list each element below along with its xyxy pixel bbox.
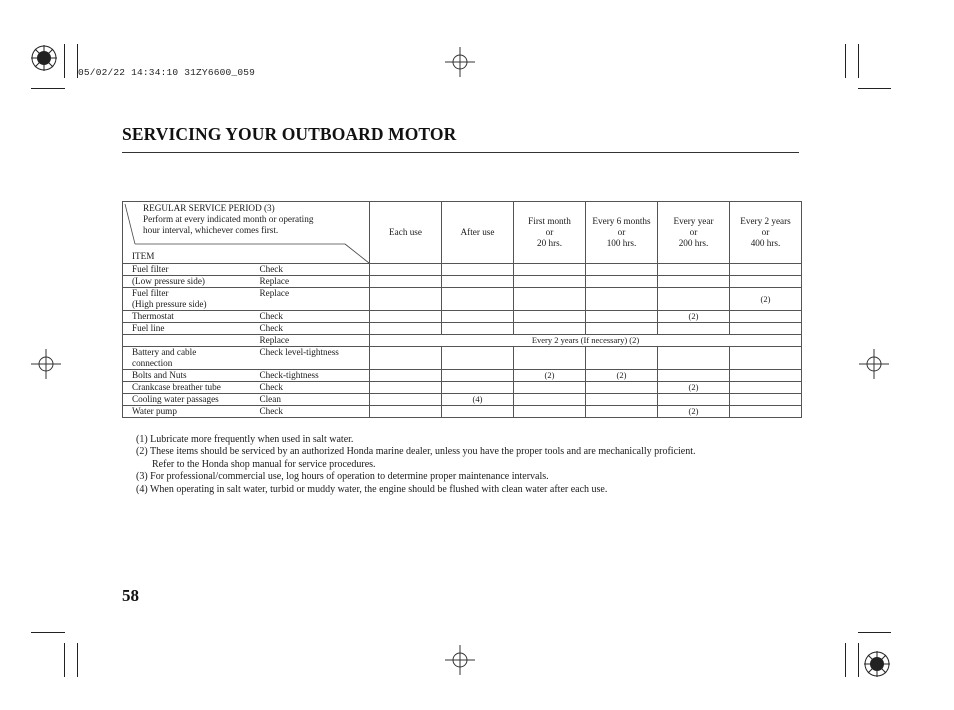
table-row <box>123 370 802 382</box>
period-header-line: or <box>545 227 554 237</box>
schedule-mark-cell <box>730 370 802 382</box>
schedule-mark-cell <box>370 276 442 288</box>
crosshair-icon <box>445 47 475 77</box>
period-column-header <box>730 202 802 264</box>
schedule-mark-cell <box>514 382 586 394</box>
maintenance-schedule-table <box>122 201 802 418</box>
schedule-mark-cell <box>370 370 442 382</box>
schedule-mark-cell <box>370 311 442 323</box>
table-header-row <box>123 202 802 264</box>
item-name-cell: Thermostat <box>123 311 257 323</box>
schedule-mark-cell <box>370 382 442 394</box>
item-name-cell: Crankcase breather tube <box>123 382 257 394</box>
period-header-line: or <box>761 227 770 237</box>
period-header-line: 20 hrs. <box>536 238 562 248</box>
schedule-mark-cell <box>370 323 442 335</box>
interval-span-cell: Every 2 years (If necessary) (2) <box>370 335 802 347</box>
table-row <box>123 335 802 347</box>
table-row <box>123 276 802 288</box>
period-column-header <box>586 202 658 264</box>
period-header-line <box>372 238 439 249</box>
period-header-line: First month <box>528 216 571 226</box>
schedule-mark-cell <box>586 394 658 406</box>
action-cell: Check <box>257 311 370 323</box>
table-row <box>123 406 802 418</box>
schedule-mark-cell <box>658 370 730 382</box>
crosshair-icon <box>859 349 889 379</box>
period-header-line: 100 hrs. <box>606 238 637 248</box>
period-header-line: or <box>689 227 698 237</box>
schedule-mark-cell <box>658 288 730 311</box>
schedule-mark-cell <box>586 276 658 288</box>
item-name-cell: Cooling water passages <box>123 394 257 406</box>
period-header-line: or <box>617 227 626 237</box>
schedule-mark-cell <box>370 406 442 418</box>
schedule-mark-cell <box>442 406 514 418</box>
schedule-mark-cell <box>586 311 658 323</box>
item-name-cell: (Low pressure side) <box>123 276 257 288</box>
period-column-header <box>658 202 730 264</box>
action-cell: Check-tightness <box>257 370 370 382</box>
action-cell: Replace <box>257 276 370 288</box>
registration-target-icon <box>30 44 58 72</box>
footnote-line: (4) When operating in salt water, turbid or muddy water, the engine should be flushed with clean water after each use. <box>136 483 608 495</box>
schedule-mark-cell <box>514 323 586 335</box>
page-number: 58 <box>122 586 139 605</box>
table-row <box>123 264 802 276</box>
schedule-mark-cell <box>442 311 514 323</box>
period-header-line <box>444 238 511 249</box>
schedule-mark-cell <box>730 276 802 288</box>
item-name-cell: Battery and cable connection <box>123 347 257 370</box>
period-header-line: Every 2 years <box>740 216 791 226</box>
table-row <box>123 394 802 406</box>
schedule-mark-cell <box>514 288 586 311</box>
item-name-cell <box>123 335 257 347</box>
action-cell: Check <box>257 382 370 394</box>
schedule-mark-cell <box>442 264 514 276</box>
schedule-mark-cell: (2) <box>730 288 802 311</box>
schedule-mark-cell <box>730 311 802 323</box>
schedule-mark-cell <box>514 276 586 288</box>
regular-service-period-label: REGULAR SERVICE PERIOD (3) <box>143 203 275 213</box>
footnote-line: Refer to the Honda shop manual for service procedures. <box>152 458 376 470</box>
period-header-line: After use <box>460 227 495 237</box>
schedule-mark-cell: (2) <box>658 406 730 418</box>
schedule-mark-cell <box>370 347 442 370</box>
table-row <box>123 323 802 335</box>
item-name-cell: Fuel filter (High pressure side) <box>123 288 257 311</box>
schedule-mark-cell: (2) <box>658 311 730 323</box>
schedule-mark-cell <box>586 406 658 418</box>
action-cell: Replace <box>257 335 370 347</box>
action-cell: Check <box>257 323 370 335</box>
item-label: ITEM <box>132 251 155 261</box>
item-name-cell: Water pump <box>123 406 257 418</box>
schedule-mark-cell <box>658 264 730 276</box>
action-cell: Check <box>257 406 370 418</box>
schedule-mark-cell <box>730 406 802 418</box>
footnote-line: (1) Lubricate more frequently when used in salt water. <box>136 434 354 445</box>
footnotes <box>136 434 696 496</box>
action-cell: Check level-tightness <box>257 347 370 370</box>
schedule-mark-cell <box>658 323 730 335</box>
period-header-line: 400 hrs. <box>750 238 781 248</box>
schedule-mark-cell <box>514 311 586 323</box>
period-header-line: Every 6 months <box>592 216 651 226</box>
period-instruction-line1: Perform at every indicated month or operating <box>143 214 314 224</box>
schedule-mark-cell: (2) <box>586 370 658 382</box>
footnote-line: (2) These items should be serviced by an authorized Honda marine dealer, unless you have the proper tools and are mechanically proficient. <box>136 446 696 458</box>
period-header-line: Each use <box>389 227 422 237</box>
print-stamp: 05/02/22 14:34:10 31ZY6600_059 <box>78 67 256 78</box>
schedule-mark-cell: (2) <box>658 382 730 394</box>
schedule-mark-cell <box>442 323 514 335</box>
schedule-mark-cell <box>442 276 514 288</box>
schedule-mark-cell <box>442 382 514 394</box>
schedule-mark-cell <box>730 382 802 394</box>
schedule-mark-cell <box>370 264 442 276</box>
schedule-mark-cell <box>730 394 802 406</box>
schedule-mark-cell <box>658 347 730 370</box>
period-header-line <box>372 216 439 227</box>
item-name-cell: Fuel filter <box>123 264 257 276</box>
table-row <box>123 382 802 394</box>
period-header-line: Every year <box>673 216 714 226</box>
schedule-mark-cell <box>730 264 802 276</box>
table-row <box>123 347 802 370</box>
table-row <box>123 288 802 311</box>
schedule-mark-cell <box>370 394 442 406</box>
schedule-mark-cell <box>514 264 586 276</box>
crosshair-icon <box>31 349 61 379</box>
schedule-mark-cell <box>658 276 730 288</box>
schedule-mark-cell <box>586 288 658 311</box>
period-header-line <box>444 216 511 227</box>
schedule-mark-cell <box>442 347 514 370</box>
schedule-mark-cell <box>730 323 802 335</box>
schedule-mark-cell <box>442 370 514 382</box>
page-title: SERVICING YOUR OUTBOARD MOTOR <box>122 124 457 144</box>
schedule-mark-cell <box>514 347 586 370</box>
schedule-mark-cell <box>586 323 658 335</box>
crosshair-icon <box>445 645 475 675</box>
schedule-mark-cell <box>586 264 658 276</box>
schedule-mark-cell <box>658 394 730 406</box>
schedule-mark-cell <box>586 382 658 394</box>
footnote-line: (3) For professional/commercial use, log hours of operation to determine proper maintenance intervals. <box>136 471 549 483</box>
period-instruction-line2: hour interval, whichever comes first. <box>143 225 279 235</box>
schedule-mark-cell: (2) <box>514 370 586 382</box>
schedule-mark-cell: (4) <box>442 394 514 406</box>
period-column-header <box>442 202 514 264</box>
title-divider <box>122 152 799 153</box>
period-item-corner-cell <box>123 202 370 264</box>
schedule-mark-cell <box>730 347 802 370</box>
schedule-mark-cell <box>514 394 586 406</box>
item-name-cell: Bolts and Nuts <box>123 370 257 382</box>
item-name-cell: Fuel line <box>123 323 257 335</box>
action-cell: Replace <box>257 288 370 311</box>
action-cell: Clean <box>257 394 370 406</box>
registration-target-icon <box>863 650 891 678</box>
period-column-header <box>514 202 586 264</box>
table-row <box>123 311 802 323</box>
period-header-line: 200 hrs. <box>678 238 709 248</box>
action-cell: Check <box>257 264 370 276</box>
schedule-mark-cell <box>514 406 586 418</box>
schedule-mark-cell <box>370 288 442 311</box>
schedule-mark-cell <box>442 288 514 311</box>
period-column-header <box>370 202 442 264</box>
schedule-mark-cell <box>586 347 658 370</box>
